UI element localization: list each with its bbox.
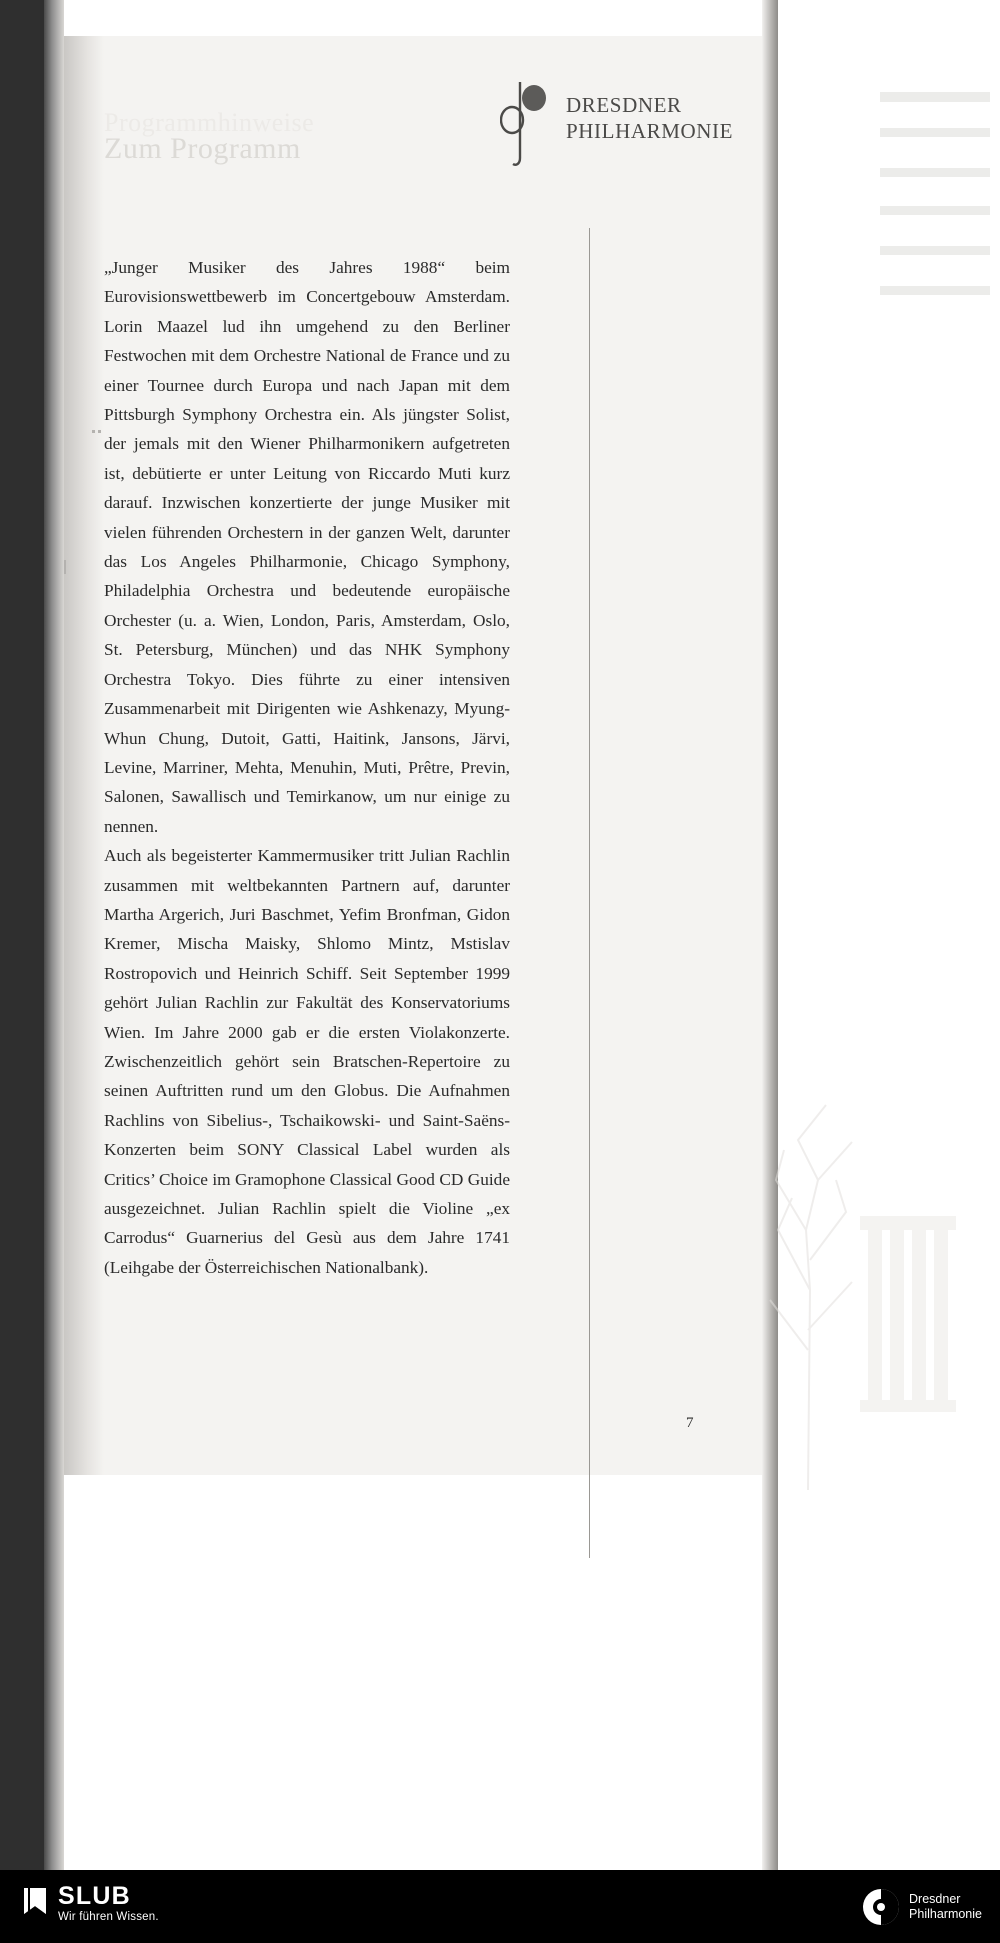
slub-bookmark-icon bbox=[22, 1886, 48, 1916]
page-bottom-margin bbox=[64, 1475, 762, 1870]
showthrough-bar bbox=[880, 246, 990, 255]
slub-title: SLUB bbox=[58, 1882, 131, 1910]
publisher-name bbox=[566, 92, 733, 144]
page-inner-margin-shade bbox=[64, 36, 104, 1475]
dp-monogram-icon bbox=[500, 72, 558, 168]
publisher-name-line2: PHILHARMONIE bbox=[566, 119, 734, 143]
paragraph-2: Auch als begeisterter Kammermusiker tritt Julian Rachlin zusammen mit weltbekannten Partnern auf, darunter Martha Argerich, Juri Baschmet, Yefim Bronfman, Gidon Kremer, Mischa Maisky, Shlomo Mintz, Mstislav Rostropovich und Heinrich Schiff. Seit September 1999 gehört Julian Rachlin zur Fakultät des Konservatoriums Wien. Im Jahre 2000 gab er die ersten Violakonzerte. Zwischenzeitlich gehört sein Bratschen-Repertoire zu seinen Auftritten rund um den Globus. Die Aufnahmen Rachlins von Sibelius-, Tschaikowski- und Saint-Saëns-Konzerten beim SONY Classical Label wurden als Critics’ Choice im Gramophone Classical Good CD Guide ausgezeichnet. Julian Rachlin spielt die Violine „ex Carrodus“ Guarnerius del Gesù aus dem Jahre 1741 (Leihgabe der Österreichischen Nationalbank). bbox=[104, 846, 510, 1277]
philharmonie-footer-line1: Dresdner bbox=[909, 1892, 961, 1906]
faded-heading: Zum Programm bbox=[104, 132, 301, 165]
masthead bbox=[500, 80, 760, 160]
scan-gutter-shadow bbox=[0, 0, 44, 1870]
philharmonie-branding[interactable] bbox=[862, 1888, 982, 1926]
dresdner-philharmonie-circle-icon bbox=[862, 1888, 900, 1926]
showthrough-bar bbox=[880, 206, 990, 215]
showthrough-bar bbox=[880, 168, 990, 177]
scan-gutter-gradient bbox=[44, 0, 64, 1870]
viewer-footer-bar bbox=[0, 1870, 1000, 1943]
margin-speck bbox=[98, 430, 101, 433]
faded-heading-secondary: Programmhinweise bbox=[104, 108, 315, 137]
showthrough-bar bbox=[880, 92, 990, 102]
page-top-margin bbox=[64, 0, 762, 36]
body-text bbox=[104, 253, 510, 1282]
publisher-name-line1: DRESDNER bbox=[566, 93, 682, 117]
philharmonie-footer-line2: Philharmonie bbox=[909, 1907, 982, 1921]
margin-tick bbox=[64, 560, 66, 574]
showthrough-bar bbox=[880, 128, 990, 137]
showthrough-bar bbox=[880, 286, 990, 295]
column-rule bbox=[589, 228, 590, 1558]
background-illustration bbox=[748, 930, 988, 1490]
slub-subtitle: Wir führen Wissen. bbox=[58, 1911, 159, 1923]
slub-branding[interactable] bbox=[22, 1882, 159, 1924]
paragraph-1: „Junger Musiker des Jahres 1988“ beim Eurovisionswettbewerb im Concertgebouw Amsterdam. Lorin Maazel lud ihn umgehend zu den Berliner Festwochen mit dem Orchestre National de France und zu einer Tournee durch Europa und nach Japan mit dem Pittsburgh Symphony Orchestra ein. Als jüngster Solist, der jemals mit den Wiener Philharmonikern aufgetreten ist, debütierte er unter Leitung von Riccardo Muti kurz darauf. Inzwischen konzertierte der junge Musiker mit vielen führenden Orchestern in der ganzen Welt, darunter das Los Angeles Philharmonie, Chicago Symphony, Philadelphia Orchestra und bedeutende europäische Orchester (u. a. Wien, London, Paris, Amsterdam, Oslo, St. Petersburg, München) und das NHK Symphony Orchestra Tokyo. Dies führte zu einer intensiven Zusammenarbeit mit Dirigenten wie Ashkenazy, Myung-Whun Chung, Dutoit, Gatti, Haitink, Jansons, Järvi, Levine, Marriner, Mehta, Menuhin, Muti, Prêtre, Previn, Salonen, Sawallisch und Temirkanow, um nur einige zu nennen. bbox=[104, 258, 510, 836]
margin-speck bbox=[92, 430, 95, 433]
page-number: 7 bbox=[686, 1415, 694, 1431]
